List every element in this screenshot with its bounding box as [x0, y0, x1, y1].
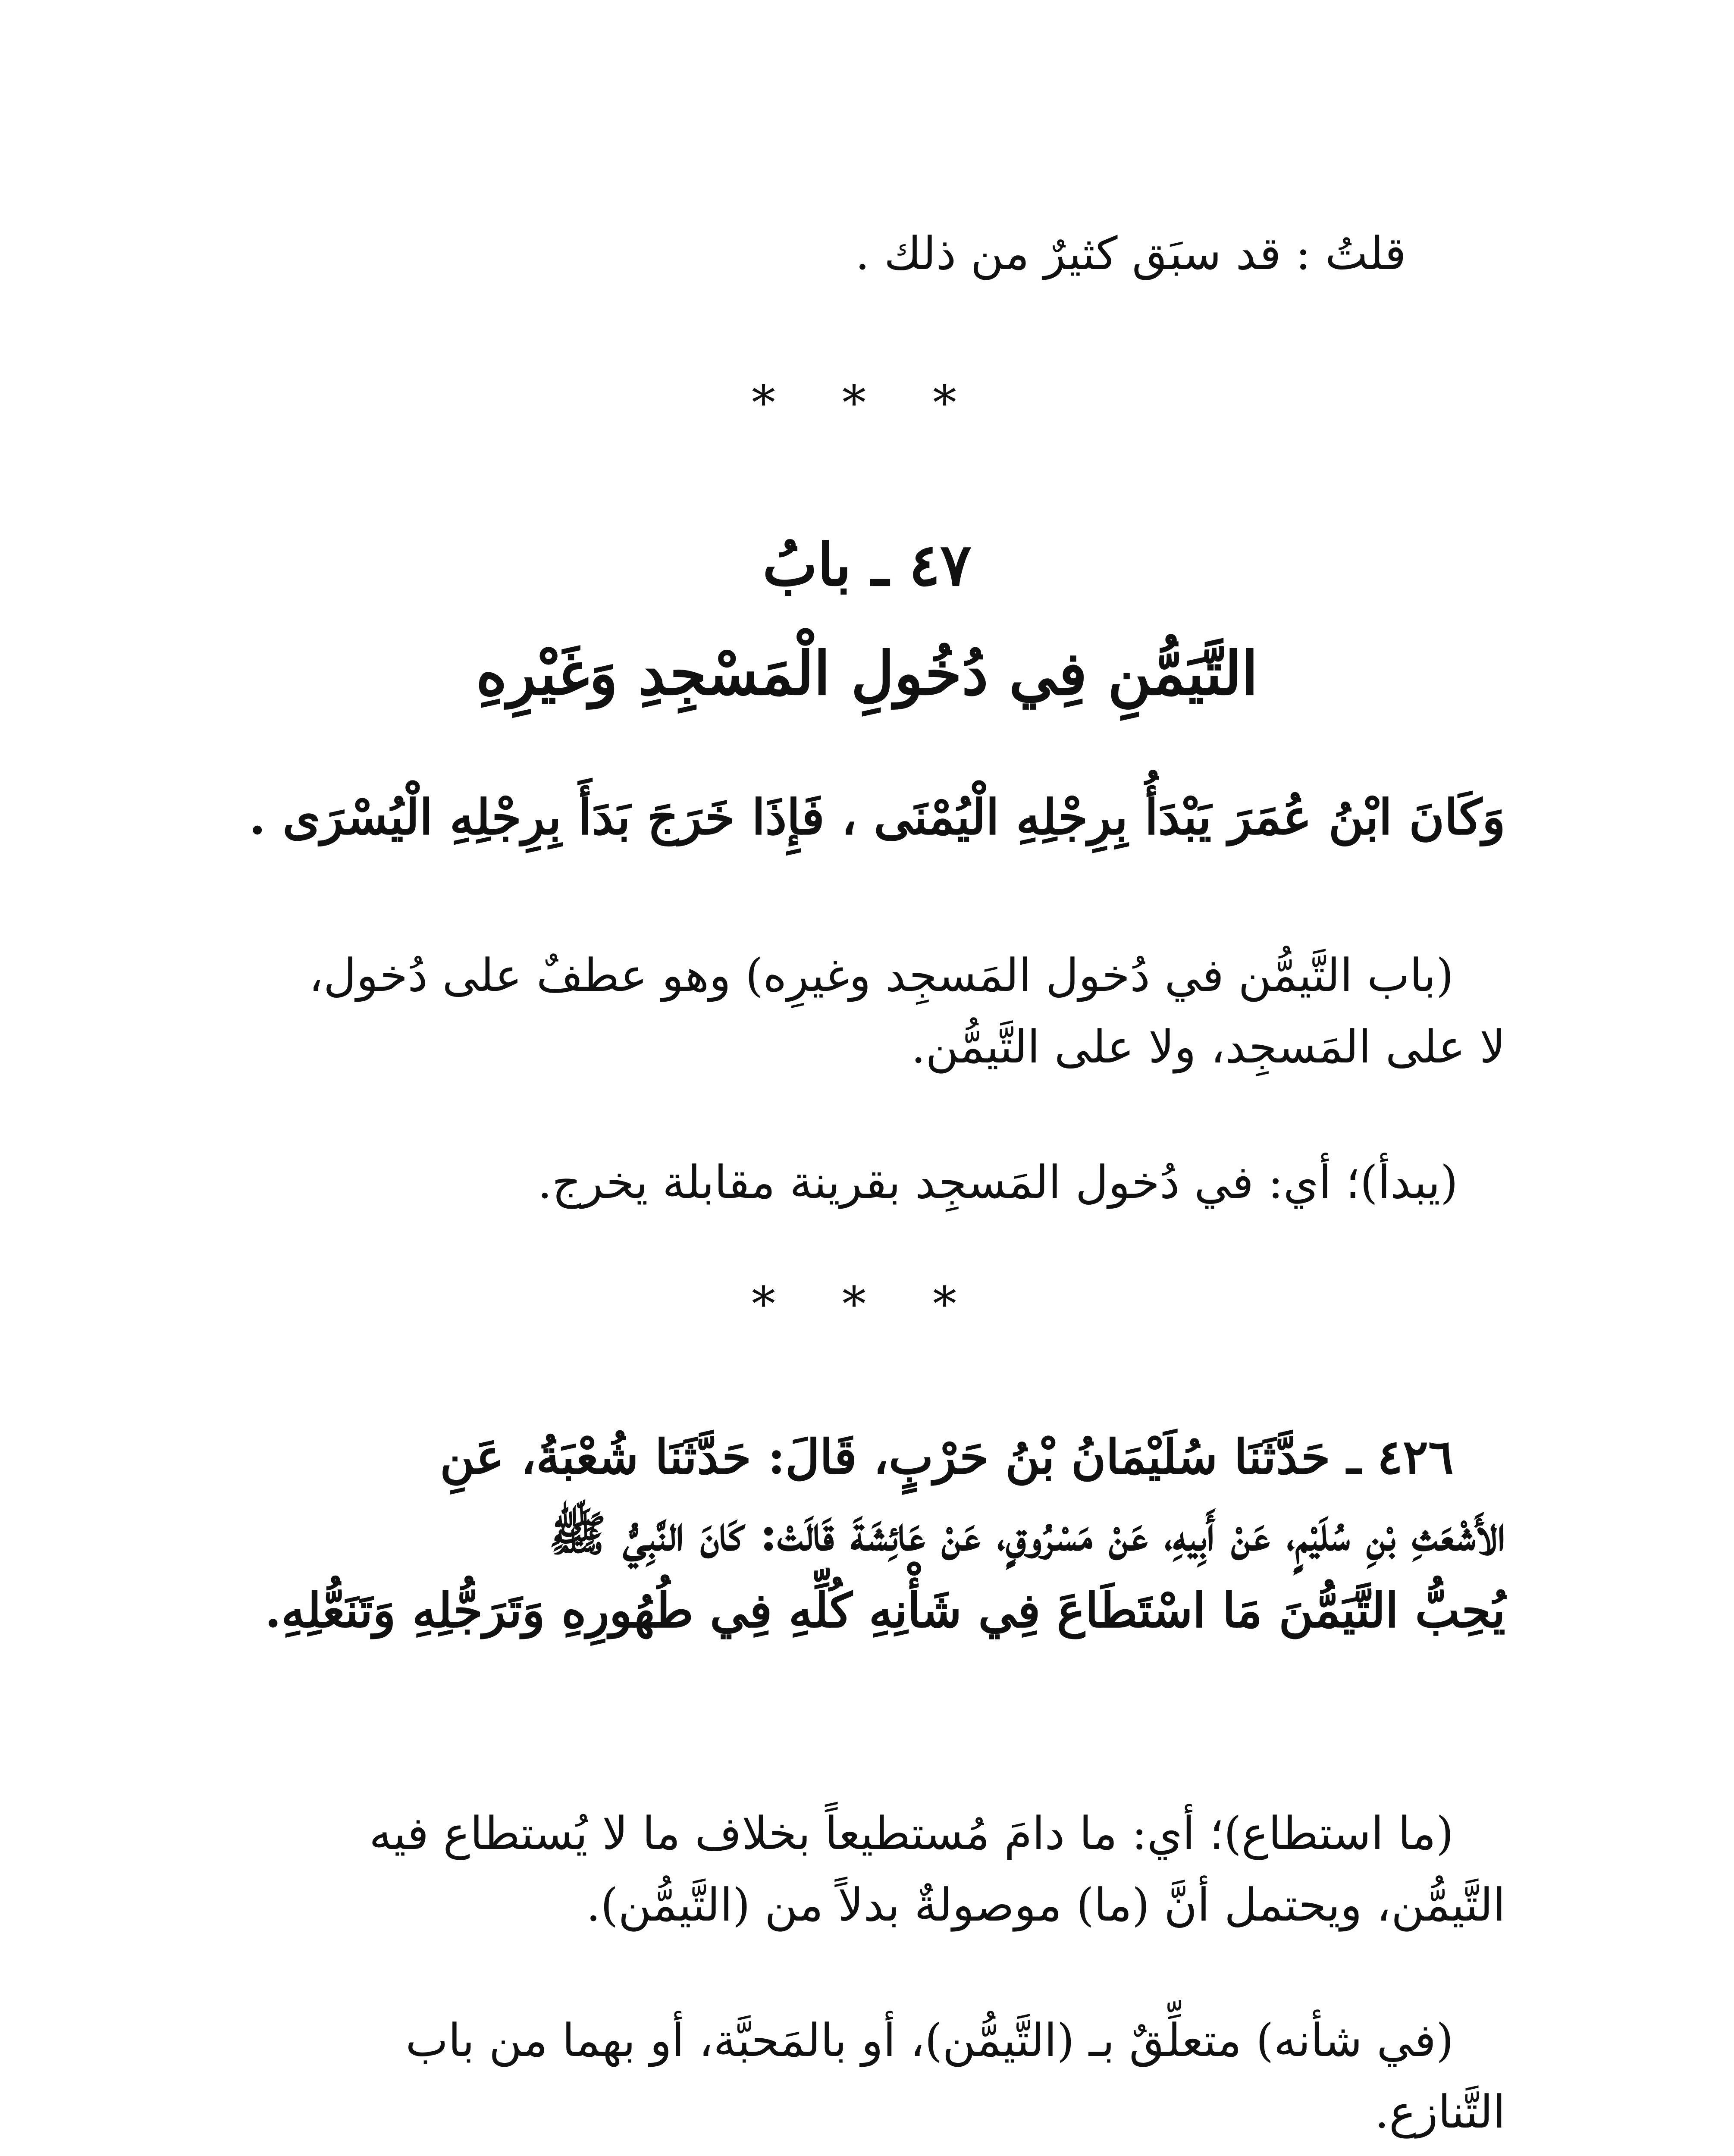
chapter-title: التَّيَمُّنِ فِي دُخُولِ الْمَسْجِدِ وَغَيْرِهِ — [476, 638, 1258, 708]
chapter-text-line: وَكَانَ ابْنُ عُمَرَ يَبْدَأُ بِرِجْلِهِ الْيُمْنَى ، فَإِذَا خَرَجَ بَدَأَ بِرِجْلِهِ الْيُسْرَى . — [249, 789, 1505, 846]
commentary-line: التَّيمُّن، ويحتمل أنَّ (ما) موصولةٌ بدلاً من (التَّيمُّن). — [586, 1878, 1505, 1931]
commentary-shanih — [224, 2005, 1505, 2148]
hadith-line: ٤٢٦ ـ حَدَّثَنَا سُلَيْمَانُ بْنُ حَرْبٍ، قَالَ: حَدَّثَنَا شُعْبَةُ، عَنِ — [440, 1429, 1454, 1485]
commentary-line: (في شأنه) متعلِّقٌ بـ (التَّيمُّن)، أو بالمَحبَّة، أو بهما من باب — [405, 2014, 1454, 2067]
hadith-line: الأَشْعَثِ بْنِ سُلَيْمٍ، عَنْ أَبِيهِ، عَنْ مَسْرُوقٍ، عَنْ عَائِشَةَ قَالَتْ: كَانَ النَّبِيُّ ﷺ — [549, 1506, 1505, 1562]
chapter-number: ٤٧ ـ بابُ — [762, 530, 972, 599]
hadith-text — [224, 1419, 1505, 1649]
note-line: قلتُ : قد سبَق كثيرٌ من ذلك . — [855, 227, 1406, 280]
commentary-line: (يبدأ)؛ أي: في دُخول المَسجِد بقرينة مقابلة يخرج. — [537, 1156, 1458, 1209]
section-separator: * * * — [752, 1276, 982, 1332]
commentary-line: (باب التَّيمُّن في دُخول المَسجِد وغيرِه) وهو عطفٌ على دُخول، — [309, 949, 1454, 1002]
chapter-text — [224, 785, 1505, 850]
commentary-chapter — [224, 940, 1505, 1083]
commentary-istataa — [224, 1798, 1505, 1941]
commentary-line: (ما استطاع)؛ أي: ما دامَ مُستطيعاً بخلاف ما لا يُستطاع فيه — [369, 1807, 1454, 1860]
commentary-line: لا على المَسجِد، ولا على التَّيمُّن. — [911, 1020, 1505, 1073]
commentary-line: التَّنازع. — [1374, 2085, 1505, 2138]
section-separator: * * * — [752, 375, 982, 430]
commentary-yabda — [224, 1147, 1458, 1219]
hadith-line: يُحِبُّ التَّيَمُّنَ مَا اسْتَطَاعَ فِي شَأْنِهِ كُلِّهِ فِي طُهُورِهِ وَتَرَجُّلِهِ وَتَنَعُّلِهِ. — [264, 1583, 1505, 1639]
